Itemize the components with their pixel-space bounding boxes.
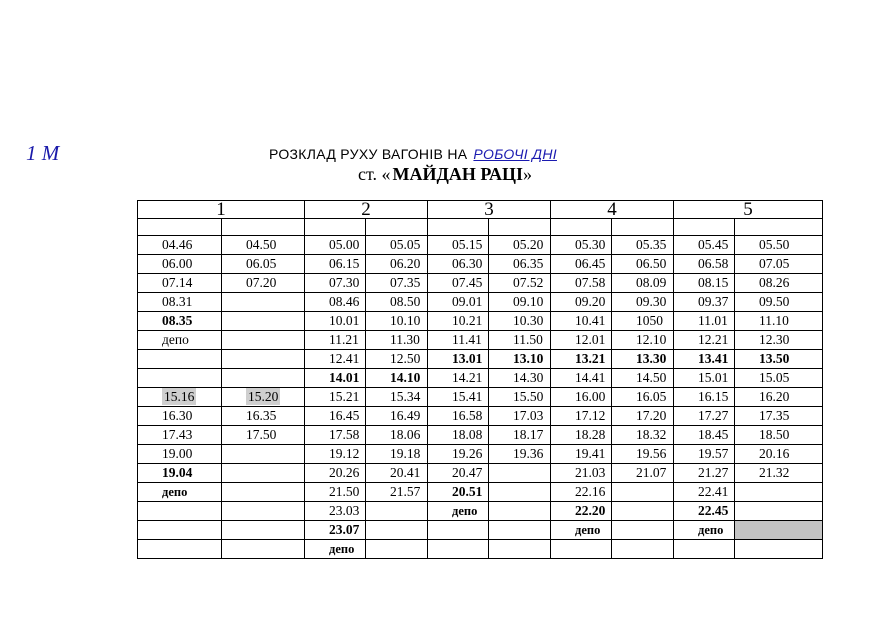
time-cell: 12.21 bbox=[674, 331, 735, 350]
time-cell: 17.03 bbox=[489, 407, 551, 426]
time-cell: депо bbox=[138, 331, 222, 350]
time-cell bbox=[138, 350, 222, 369]
station-title bbox=[0, 164, 890, 185]
time-cell: 21.07 bbox=[612, 464, 674, 483]
highlighted-time: 15.16 bbox=[164, 389, 195, 404]
group-header-row bbox=[138, 201, 823, 219]
time-cell: 14.01 bbox=[305, 369, 366, 388]
time-cell: 23.07 bbox=[305, 521, 366, 540]
time-cell: 12.30 bbox=[735, 331, 823, 350]
time-cell bbox=[551, 540, 612, 559]
time-cell: 09.20 bbox=[551, 293, 612, 312]
time-cell: 06.50 bbox=[612, 255, 674, 274]
time-cell: 19.57 bbox=[674, 445, 735, 464]
time-cell: 05.50 bbox=[735, 236, 823, 255]
table-row bbox=[138, 331, 823, 350]
schedule-title bbox=[269, 146, 557, 162]
time-cell: 22.41 bbox=[674, 483, 735, 502]
time-cell bbox=[222, 483, 305, 502]
time-cell bbox=[222, 388, 305, 407]
time-cell: 09.01 bbox=[428, 293, 489, 312]
subheader-cell bbox=[489, 219, 551, 236]
time-cell: 10.10 bbox=[366, 312, 428, 331]
time-cell bbox=[138, 388, 222, 407]
time-cell: 09.37 bbox=[674, 293, 735, 312]
time-cell: 07.20 bbox=[222, 274, 305, 293]
table-row bbox=[138, 540, 823, 559]
time-cell: 10.01 bbox=[305, 312, 366, 331]
time-cell bbox=[222, 502, 305, 521]
time-cell: 13.50 bbox=[735, 350, 823, 369]
time-cell: 21.03 bbox=[551, 464, 612, 483]
time-cell: 15.05 bbox=[735, 369, 823, 388]
time-cell bbox=[138, 521, 222, 540]
table-row bbox=[138, 483, 823, 502]
time-cell: 16.05 bbox=[612, 388, 674, 407]
time-cell: 19.26 bbox=[428, 445, 489, 464]
time-cell: 05.05 bbox=[366, 236, 428, 255]
time-cell: 17.20 bbox=[612, 407, 674, 426]
time-cell bbox=[222, 521, 305, 540]
group-header-3: 3 bbox=[428, 201, 551, 219]
time-cell: 11.01 bbox=[674, 312, 735, 331]
time-cell: 20.41 bbox=[366, 464, 428, 483]
time-cell: 17.58 bbox=[305, 426, 366, 445]
time-cell: депо bbox=[428, 502, 489, 521]
time-cell: 05.35 bbox=[612, 236, 674, 255]
subheader-cell bbox=[428, 219, 489, 236]
time-cell: 07.14 bbox=[138, 274, 222, 293]
time-cell bbox=[735, 483, 823, 502]
time-cell: 19.36 bbox=[489, 445, 551, 464]
time-cell: 18.06 bbox=[366, 426, 428, 445]
time-cell bbox=[138, 540, 222, 559]
time-cell: 06.20 bbox=[366, 255, 428, 274]
time-cell: 08.15 bbox=[674, 274, 735, 293]
highlighted-time: 15.20 bbox=[248, 389, 279, 404]
time-cell: 12.10 bbox=[612, 331, 674, 350]
subheader-cell bbox=[674, 219, 735, 236]
table-row bbox=[138, 426, 823, 445]
time-cell: 13.30 bbox=[612, 350, 674, 369]
table-row bbox=[138, 407, 823, 426]
time-cell bbox=[222, 445, 305, 464]
time-cell bbox=[366, 540, 428, 559]
time-cell bbox=[428, 540, 489, 559]
group-header-5: 5 bbox=[674, 201, 823, 219]
time-cell: 16.58 bbox=[428, 407, 489, 426]
time-cell: 15.50 bbox=[489, 388, 551, 407]
time-cell: депо bbox=[138, 483, 222, 502]
time-cell bbox=[612, 540, 674, 559]
time-cell bbox=[612, 521, 674, 540]
time-cell bbox=[222, 293, 305, 312]
time-cell: 22.20 bbox=[551, 502, 612, 521]
subheader-cell bbox=[612, 219, 674, 236]
time-cell: 09.50 bbox=[735, 293, 823, 312]
time-cell: 12.01 bbox=[551, 331, 612, 350]
station-suffix: » bbox=[523, 164, 533, 184]
time-cell: 17.27 bbox=[674, 407, 735, 426]
time-cell: 11.41 bbox=[428, 331, 489, 350]
time-cell: 23.03 bbox=[305, 502, 366, 521]
table-row bbox=[138, 388, 823, 407]
time-cell: 19.41 bbox=[551, 445, 612, 464]
time-cell: 10.30 bbox=[489, 312, 551, 331]
time-cell: 17.12 bbox=[551, 407, 612, 426]
time-cell bbox=[366, 521, 428, 540]
time-cell: 10.21 bbox=[428, 312, 489, 331]
subheader-cell bbox=[222, 219, 305, 236]
time-cell: 14.10 bbox=[366, 369, 428, 388]
subheader-cell bbox=[735, 219, 823, 236]
table-row bbox=[138, 255, 823, 274]
subheader-cell bbox=[366, 219, 428, 236]
group-header-4: 4 bbox=[551, 201, 674, 219]
time-cell: 16.00 bbox=[551, 388, 612, 407]
time-cell: 08.35 bbox=[138, 312, 222, 331]
time-cell: 18.28 bbox=[551, 426, 612, 445]
time-cell bbox=[222, 331, 305, 350]
time-cell: 11.10 bbox=[735, 312, 823, 331]
time-cell: 16.15 bbox=[674, 388, 735, 407]
time-cell: 05.00 bbox=[305, 236, 366, 255]
time-cell bbox=[138, 369, 222, 388]
time-cell: 08.50 bbox=[366, 293, 428, 312]
time-cell: 20.16 bbox=[735, 445, 823, 464]
time-cell bbox=[735, 540, 823, 559]
time-cell: 15.21 bbox=[305, 388, 366, 407]
time-cell: депо bbox=[305, 540, 366, 559]
workdays-link[interactable]: РОБОЧІ ДНІ bbox=[473, 146, 557, 162]
time-cell: 06.00 bbox=[138, 255, 222, 274]
subheader-row bbox=[138, 219, 823, 236]
table-row bbox=[138, 293, 823, 312]
time-cell: 22.16 bbox=[551, 483, 612, 502]
time-cell: 11.30 bbox=[366, 331, 428, 350]
time-cell: 09.10 bbox=[489, 293, 551, 312]
time-cell: 06.15 bbox=[305, 255, 366, 274]
time-cell bbox=[222, 312, 305, 331]
table-row bbox=[138, 369, 823, 388]
route-label: 1 M bbox=[26, 141, 60, 165]
time-cell: 05.45 bbox=[674, 236, 735, 255]
time-cell: 13.21 bbox=[551, 350, 612, 369]
time-cell bbox=[489, 540, 551, 559]
station-name: МАЙДАН РАЦІ bbox=[392, 164, 524, 184]
time-cell: 21.57 bbox=[366, 483, 428, 502]
time-cell: 13.10 bbox=[489, 350, 551, 369]
time-cell: 04.46 bbox=[138, 236, 222, 255]
time-cell: 11.21 bbox=[305, 331, 366, 350]
time-cell: 10.41 bbox=[551, 312, 612, 331]
group-header-2: 2 bbox=[305, 201, 428, 219]
time-cell: 16.30 bbox=[138, 407, 222, 426]
time-cell: 21.32 bbox=[735, 464, 823, 483]
time-cell: 17.43 bbox=[138, 426, 222, 445]
time-cell: 06.58 bbox=[674, 255, 735, 274]
time-cell: 14.50 bbox=[612, 369, 674, 388]
time-cell bbox=[222, 350, 305, 369]
time-cell: 20.26 bbox=[305, 464, 366, 483]
time-cell: 19.12 bbox=[305, 445, 366, 464]
time-cell: депо bbox=[674, 521, 735, 540]
time-cell: 08.26 bbox=[735, 274, 823, 293]
time-cell: 06.05 bbox=[222, 255, 305, 274]
time-cell bbox=[735, 502, 823, 521]
time-cell bbox=[428, 521, 489, 540]
time-cell: 06.30 bbox=[428, 255, 489, 274]
time-cell: 07.35 bbox=[366, 274, 428, 293]
table-row bbox=[138, 464, 823, 483]
time-cell bbox=[674, 540, 735, 559]
time-cell: 05.20 bbox=[489, 236, 551, 255]
table-row bbox=[138, 502, 823, 521]
time-cell: 06.35 bbox=[489, 255, 551, 274]
time-cell bbox=[138, 502, 222, 521]
subheader-cell bbox=[551, 219, 612, 236]
time-cell: 15.34 bbox=[366, 388, 428, 407]
time-cell: 08.09 bbox=[612, 274, 674, 293]
time-cell: 07.30 bbox=[305, 274, 366, 293]
time-cell: 18.32 bbox=[612, 426, 674, 445]
time-cell: 18.17 bbox=[489, 426, 551, 445]
time-cell bbox=[222, 540, 305, 559]
time-cell: 1050 bbox=[612, 312, 674, 331]
time-cell: 14.21 bbox=[428, 369, 489, 388]
time-cell: 16.20 bbox=[735, 388, 823, 407]
time-cell: 08.31 bbox=[138, 293, 222, 312]
time-cell: 11.50 bbox=[489, 331, 551, 350]
time-cell: 14.30 bbox=[489, 369, 551, 388]
time-cell bbox=[222, 464, 305, 483]
table-row bbox=[138, 274, 823, 293]
time-cell: 17.35 bbox=[735, 407, 823, 426]
time-cell bbox=[489, 521, 551, 540]
time-cell: 18.45 bbox=[674, 426, 735, 445]
time-cell bbox=[366, 502, 428, 521]
time-cell: 14.41 bbox=[551, 369, 612, 388]
time-cell: 15.41 bbox=[428, 388, 489, 407]
time-cell: 20.47 bbox=[428, 464, 489, 483]
group-header-1: 1 bbox=[138, 201, 305, 219]
time-cell bbox=[489, 483, 551, 502]
table-row bbox=[138, 236, 823, 255]
time-cell: 05.15 bbox=[428, 236, 489, 255]
title-text: РОЗКЛАД РУХУ ВАГОНІВ НА bbox=[269, 146, 468, 162]
time-cell: 04.50 bbox=[222, 236, 305, 255]
time-cell: 12.50 bbox=[366, 350, 428, 369]
station-prefix: ст. « bbox=[357, 164, 391, 184]
table-row bbox=[138, 521, 823, 540]
time-cell: 20.51 bbox=[428, 483, 489, 502]
time-cell: 21.50 bbox=[305, 483, 366, 502]
subheader-cell bbox=[138, 219, 222, 236]
time-cell: 12.41 bbox=[305, 350, 366, 369]
time-cell bbox=[612, 483, 674, 502]
time-cell: 06.45 bbox=[551, 255, 612, 274]
time-cell: 22.45 bbox=[674, 502, 735, 521]
time-cell: депо bbox=[551, 521, 612, 540]
time-cell: 16.45 bbox=[305, 407, 366, 426]
time-cell: 13.01 bbox=[428, 350, 489, 369]
time-cell: 17.50 bbox=[222, 426, 305, 445]
time-cell: 08.46 bbox=[305, 293, 366, 312]
time-cell: 21.27 bbox=[674, 464, 735, 483]
time-cell: 19.18 bbox=[366, 445, 428, 464]
time-cell: 19.00 bbox=[138, 445, 222, 464]
time-cell bbox=[489, 464, 551, 483]
time-cell bbox=[222, 369, 305, 388]
schedule-table bbox=[137, 200, 823, 559]
table-row bbox=[138, 445, 823, 464]
time-cell: 18.08 bbox=[428, 426, 489, 445]
time-cell: 09.30 bbox=[612, 293, 674, 312]
table-row bbox=[138, 350, 823, 369]
time-cell: 19.04 bbox=[138, 464, 222, 483]
time-cell: 18.50 bbox=[735, 426, 823, 445]
time-cell: 05.30 bbox=[551, 236, 612, 255]
time-cell bbox=[489, 502, 551, 521]
time-cell: 13.41 bbox=[674, 350, 735, 369]
time-cell: 15.01 bbox=[674, 369, 735, 388]
subheader-cell bbox=[305, 219, 366, 236]
table-row bbox=[138, 312, 823, 331]
time-cell: 19.56 bbox=[612, 445, 674, 464]
time-cell bbox=[612, 502, 674, 521]
time-cell: 07.58 bbox=[551, 274, 612, 293]
time-cell: 07.05 bbox=[735, 255, 823, 274]
time-cell bbox=[735, 521, 823, 540]
time-cell: 16.49 bbox=[366, 407, 428, 426]
time-cell: 07.52 bbox=[489, 274, 551, 293]
time-cell: 07.45 bbox=[428, 274, 489, 293]
time-cell: 16.35 bbox=[222, 407, 305, 426]
